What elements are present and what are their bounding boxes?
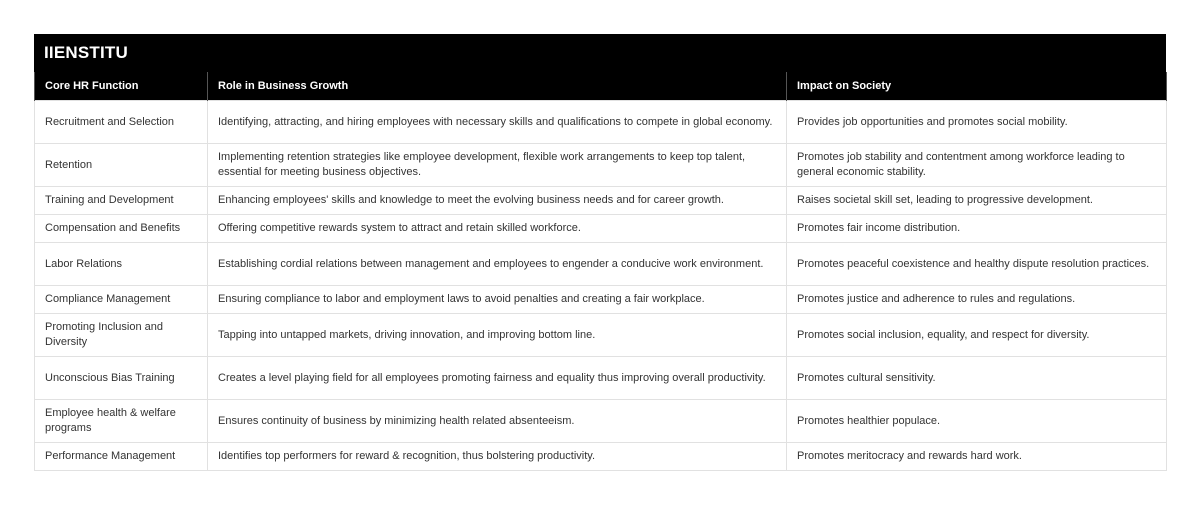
cell-function: Promoting Inclusion and Diversity <box>35 314 208 357</box>
cell-role: Creates a level playing field for all employees promoting fairness and equality thus improving overall productivity. <box>208 357 787 400</box>
cell-role: Tapping into untapped markets, driving innovation, and improving bottom line. <box>208 314 787 357</box>
cell-role: Offering competitive rewards system to attract and retain skilled workforce. <box>208 215 787 243</box>
header-role-in-business-growth: Role in Business Growth <box>208 72 787 101</box>
cell-impact: Promotes justice and adherence to rules and regulations. <box>787 286 1167 314</box>
cell-impact: Raises societal skill set, leading to progressive development. <box>787 187 1167 215</box>
cell-role: Enhancing employees' skills and knowledge to meet the evolving business needs and for career growth. <box>208 187 787 215</box>
cell-role: Establishing cordial relations between management and employees to engender a conducive work environment. <box>208 243 787 286</box>
cell-impact: Provides job opportunities and promotes social mobility. <box>787 101 1167 144</box>
table-row <box>35 314 1167 357</box>
cell-role: Identifies top performers for reward & recognition, thus bolstering productivity. <box>208 443 787 471</box>
cell-function: Performance Management <box>35 443 208 471</box>
cell-function: Compensation and Benefits <box>35 215 208 243</box>
cell-function: Labor Relations <box>35 243 208 286</box>
cell-impact: Promotes fair income distribution. <box>787 215 1167 243</box>
table-row <box>35 443 1167 471</box>
table-header-row <box>35 72 1167 101</box>
cell-role: Ensures continuity of business by minimizing health related absenteeism. <box>208 400 787 443</box>
cell-function: Unconscious Bias Training <box>35 357 208 400</box>
table-row <box>35 187 1167 215</box>
header-core-hr-function: Core HR Function <box>35 72 208 101</box>
header-impact-on-society: Impact on Society <box>787 72 1167 101</box>
cell-impact: Promotes social inclusion, equality, and respect for diversity. <box>787 314 1167 357</box>
cell-impact: Promotes cultural sensitivity. <box>787 357 1167 400</box>
table-row <box>35 144 1167 187</box>
table-row <box>35 243 1167 286</box>
table-row <box>35 357 1167 400</box>
table-row <box>35 400 1167 443</box>
table-row <box>35 286 1167 314</box>
hr-table-container <box>34 34 1166 471</box>
cell-function: Training and Development <box>35 187 208 215</box>
cell-impact: Promotes job stability and contentment among workforce leading to general economic stability. <box>787 144 1167 187</box>
cell-impact: Promotes healthier populace. <box>787 400 1167 443</box>
cell-role: Identifying, attracting, and hiring employees with necessary skills and qualifications to compete in global economy. <box>208 101 787 144</box>
cell-role: Implementing retention strategies like employee development, flexible work arrangements to keep top talent, essential for meeting business objectives. <box>208 144 787 187</box>
cell-role: Ensuring compliance to labor and employment laws to avoid penalties and creating a fair workplace. <box>208 286 787 314</box>
cell-function: Employee health & welfare programs <box>35 400 208 443</box>
cell-function: Recruitment and Selection <box>35 101 208 144</box>
hr-functions-table <box>34 72 1167 471</box>
cell-impact: Promotes peaceful coexistence and healthy dispute resolution practices. <box>787 243 1167 286</box>
brand-title: IIENSTITU <box>34 34 1166 72</box>
cell-impact: Promotes meritocracy and rewards hard work. <box>787 443 1167 471</box>
cell-function: Compliance Management <box>35 286 208 314</box>
cell-function: Retention <box>35 144 208 187</box>
table-row <box>35 215 1167 243</box>
table-row <box>35 101 1167 144</box>
